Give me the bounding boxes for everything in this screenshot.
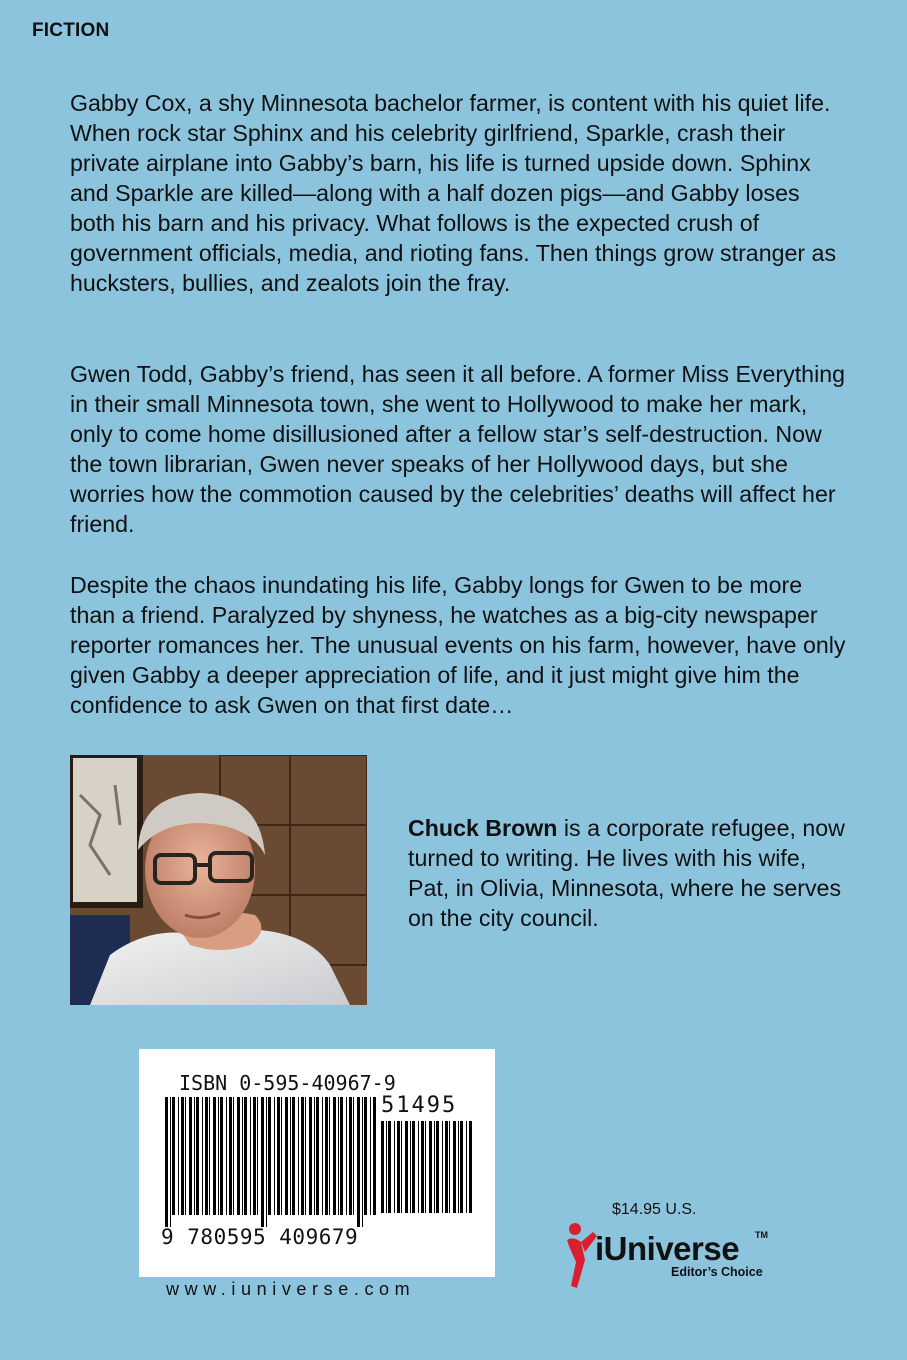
barcode-bar [213,1097,216,1215]
author-bio-text: is a corporate refugee, now turned to writing. He lives with his wife, Pat, in Olivia, Minnesota, where he serves on the city council. [408,815,845,931]
publisher-logo [563,1220,773,1290]
barcode-bar [257,1097,258,1215]
barcode-bar [436,1121,439,1213]
barcode-bar [460,1121,463,1213]
barcode-bar [388,1121,391,1213]
barcode-bar [305,1097,306,1215]
author-bio [408,813,848,933]
barcode-bar [418,1121,419,1213]
isbn-label: ISBN 0-595-40967-9 [179,1071,396,1095]
barcode-bar [397,1121,400,1213]
barcode-bar [429,1121,432,1213]
barcode-bar [205,1097,208,1215]
barcode-bar [170,1097,171,1227]
barcode-bar [285,1097,288,1215]
barcode-bar [244,1097,247,1215]
barcode-bar [281,1097,282,1215]
trademark-mark: TM [755,1230,768,1240]
barcode-bar [268,1097,271,1215]
barcode-bar [322,1097,323,1215]
barcode-bar [209,1097,210,1215]
barcode-bar [453,1121,456,1213]
barcode-bar [373,1097,376,1215]
barcode-bar [181,1097,184,1215]
barcode-bar [421,1121,424,1213]
barcode-bar [242,1097,243,1215]
barcode-bar [172,1097,175,1215]
barcode-bar [338,1097,339,1215]
blurb-paragraph-3: Despite the chaos inundating his life, Gabby longs for Gwen to be more than a friend. Paralyzed by shyness, he watches as a big-city newspaper reporter romances her. The unusual events on his farm, however, have only given Gabby a deeper appreciation of life, and it just might give him the confidence to ask Gwen on that first date… [70,572,846,718]
barcode-bar [178,1097,179,1215]
blurb-paragraph-1: Gabby Cox, a shy Minnesota bachelor farmer, is content with his quiet life. When rock star Sphinx and his celebrity girlfriend, Sparkle, crash their private airplane into Gabby’s barn, his life is turned upside down. Sphinx and Sparkle are killed—along with a half dozen pigs—and Gabby loses both his barn and his privacy. What follows is the expected crush of government officials, media, and rioting fans. Then things grow stranger as hucksters, bullies, and zealots join the fray. [70,90,837,296]
publisher-url[interactable]: www.iuniverse.com [166,1279,416,1299]
barcode-bar [370,1097,371,1215]
barcode-bar [469,1121,472,1213]
barcode-bar [298,1097,299,1215]
barcode-bar [434,1121,435,1213]
barcode-bar [394,1121,395,1213]
price-code-label: 51495 [381,1093,458,1118]
barcode-bar [364,1097,367,1215]
barcode-bar [386,1121,387,1213]
publisher-name: iUniverse [595,1230,740,1267]
barcode-bar [226,1097,227,1215]
barcode-bar [274,1097,275,1215]
barcode-bar [316,1097,319,1215]
barcode-bar [445,1121,448,1213]
barcode-bar [346,1097,347,1215]
barcode-bar [466,1121,467,1213]
barcode-bar [458,1121,459,1213]
barcode-bar [412,1121,415,1213]
barcode-bar [237,1097,240,1215]
publisher-subtitle: Editor’s Choice [671,1265,763,1279]
barcode-bar [309,1097,312,1215]
barcode-bar [189,1097,192,1215]
barcode-bar [405,1121,408,1213]
barcode-bar [349,1097,352,1215]
barcode-bar [381,1121,384,1213]
barcode-bar [449,1121,450,1213]
barcode-bar [340,1097,343,1215]
barcode-bar [218,1097,219,1215]
barcode-bar [277,1097,280,1215]
barcode-bar [196,1097,199,1215]
barcode-bar [253,1097,256,1215]
barcode-bar [410,1121,411,1213]
barcode-bar [425,1121,426,1213]
barcode-bar [194,1097,195,1215]
barcode-bar [266,1097,267,1227]
barcode-bar [229,1097,232,1215]
author-photo [70,755,367,1005]
barcode-bar [401,1121,402,1213]
barcode-bar [250,1097,251,1215]
barcode-bar [442,1121,443,1213]
barcode-bar [314,1097,315,1215]
barcode-bar [329,1097,330,1215]
barcode-bar [220,1097,223,1215]
barcode-bar [325,1097,328,1215]
author-name: Chuck Brown [408,815,558,841]
genre-label: FICTION [32,20,110,41]
ean-number: 9 780595 409679 [161,1225,359,1249]
barcode-bar [202,1097,203,1215]
barcode-bar [185,1097,186,1215]
addon-barcode [381,1121,473,1225]
barcode-bar [333,1097,336,1215]
barcode-bar [353,1097,354,1215]
blurb-paragraph-2: Gwen Todd, Gabby’s friend, has seen it all before. A former Miss Everything in their small Minnesota town, she went to Hollywood to make her mark, only to come home disillusioned after a fellow star’s self-destruction. Now the town librarian, Gwen never speaks of her Hollywood days, but she worries how the commotion caused by the celebrities’ deaths will affect her friend. [70,361,846,537]
ean-barcode [165,1097,377,1227]
barcode-bar [357,1097,360,1227]
book-price: $14.95 U.S. [612,1201,697,1218]
barcode-panel [139,1049,495,1277]
barcode-bar [301,1097,304,1215]
barcode-bar [261,1097,264,1227]
barcode-bar [292,1097,295,1215]
barcode-bar [290,1097,291,1215]
barcode-bar [165,1097,168,1227]
barcode-bar [362,1097,363,1227]
barcode-bar [233,1097,234,1215]
